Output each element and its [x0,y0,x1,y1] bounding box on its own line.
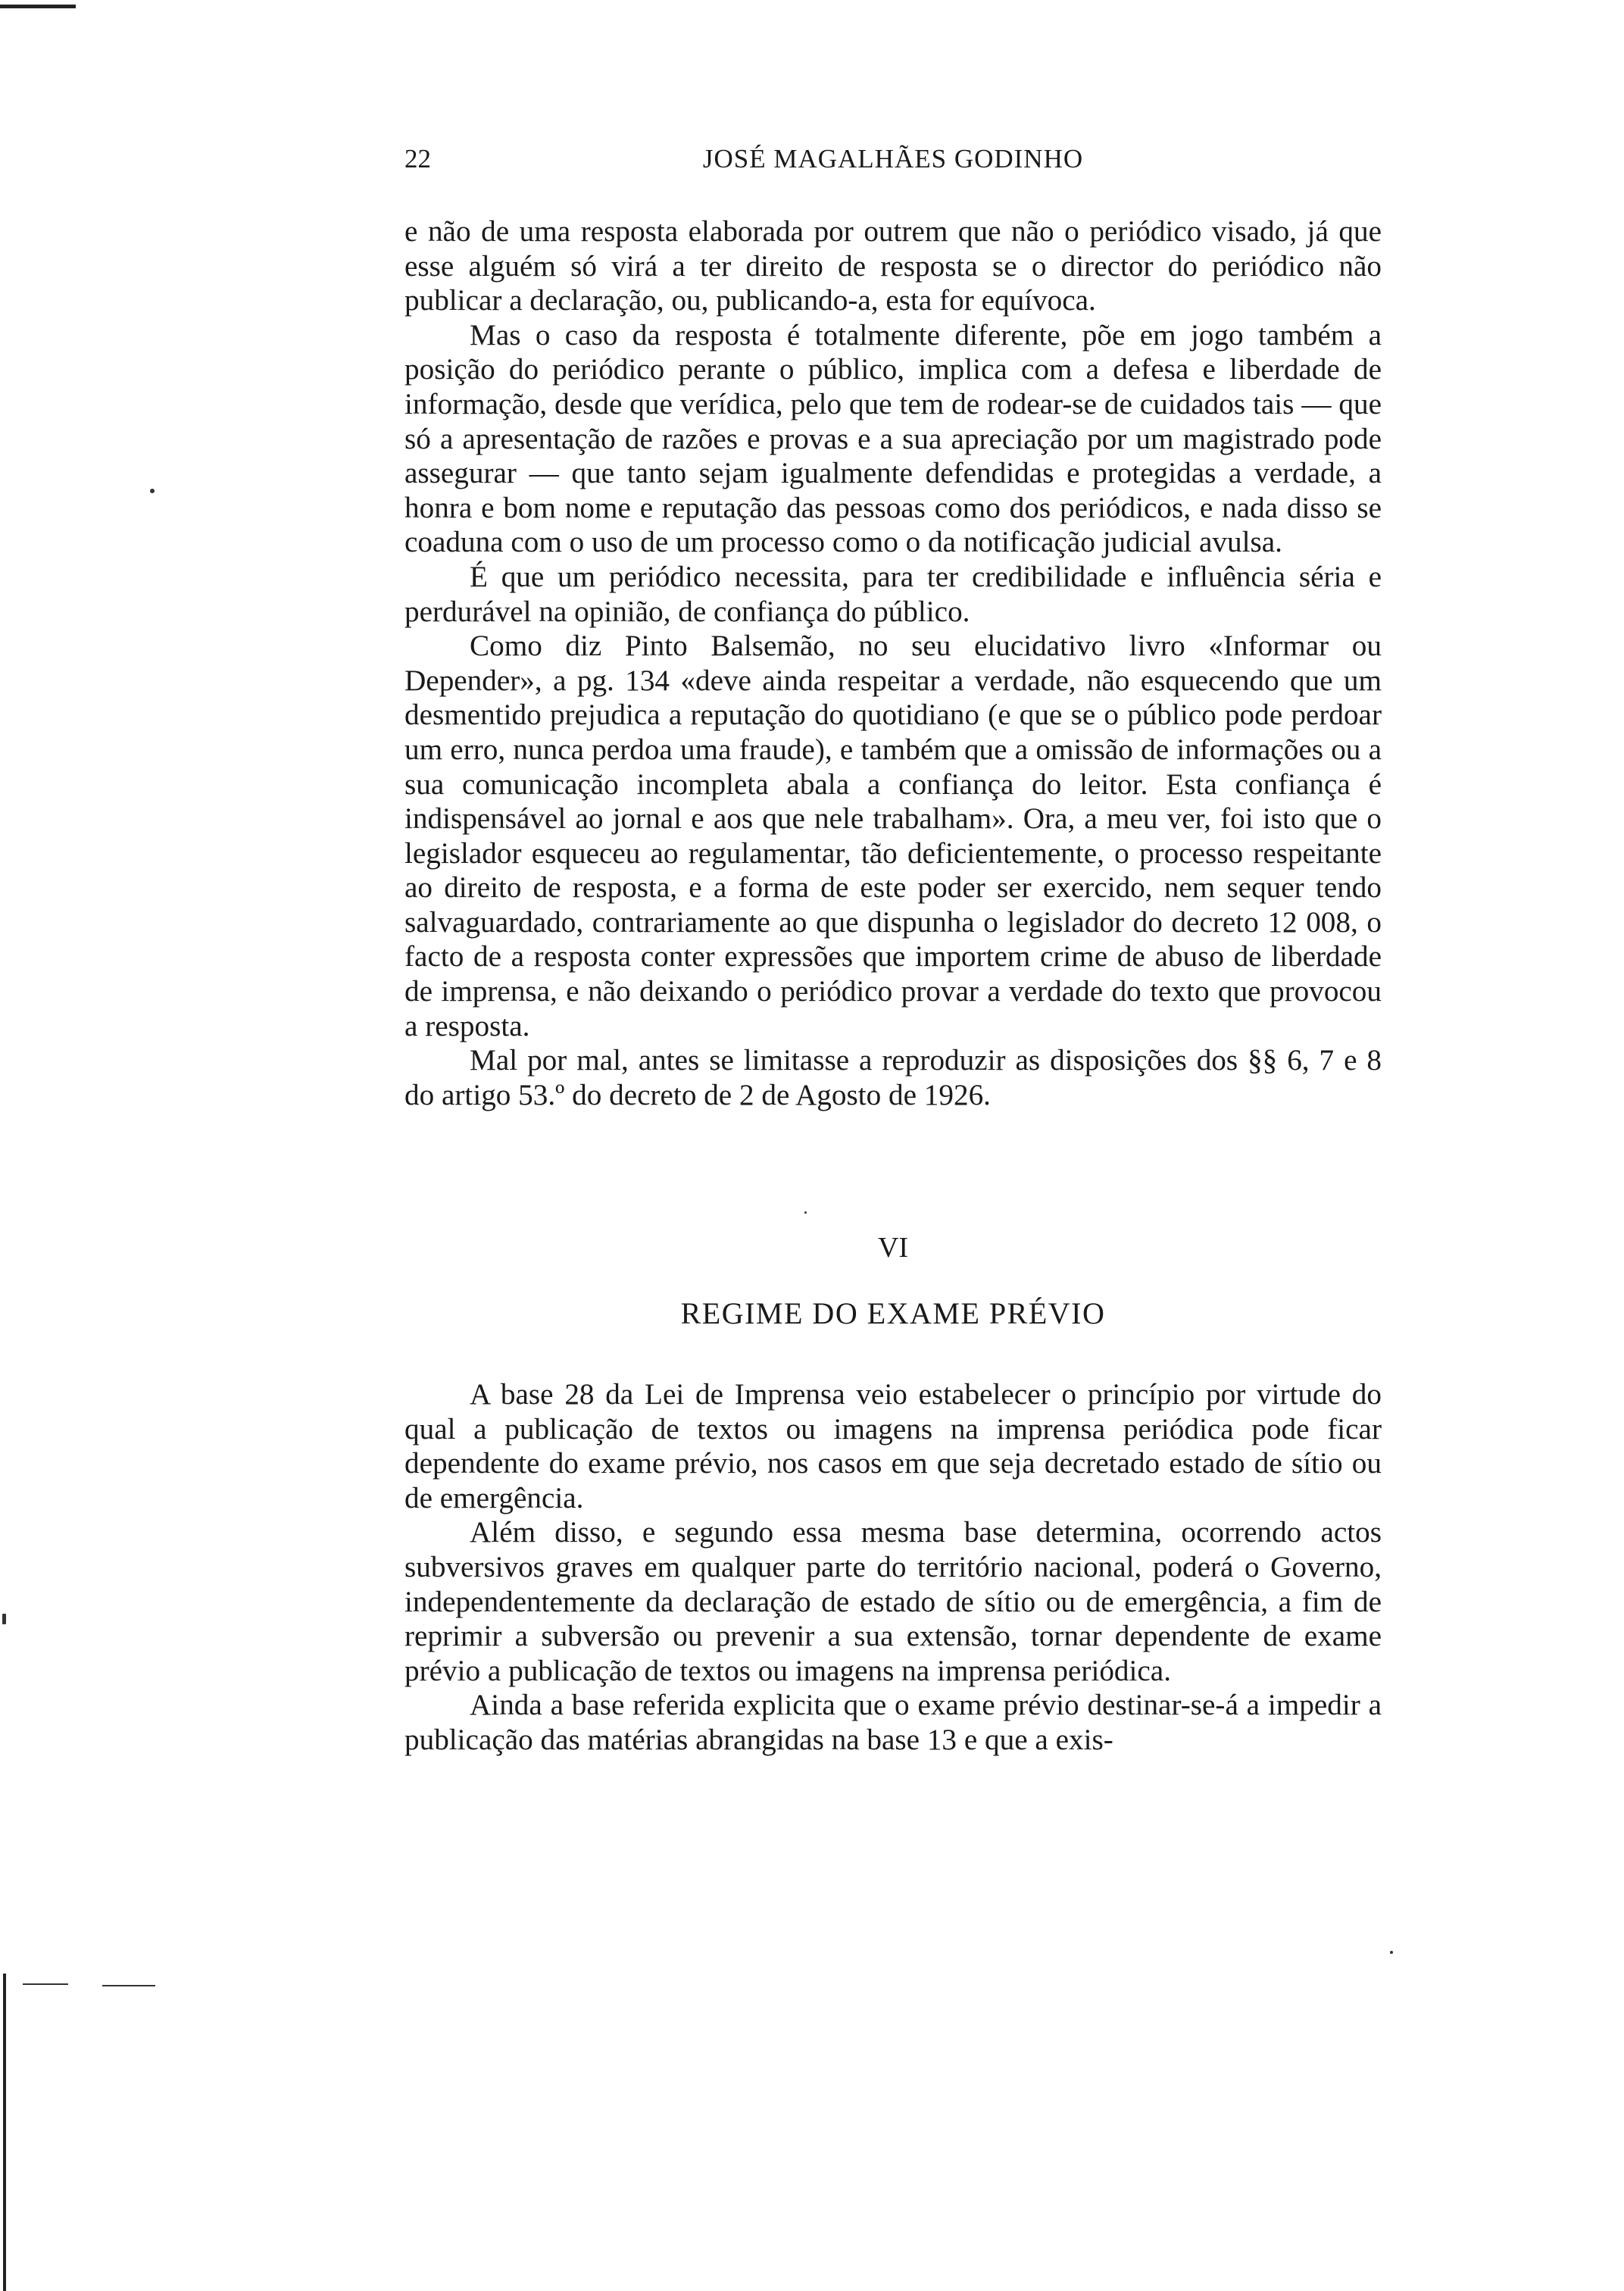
section-title: REGIME DO EXAME PRÉVIO [680,1296,1106,1330]
scan-speck [23,1983,68,1985]
paragraph: Mal por mal, antes se limitasse a reproduzir as disposições dos §§ 6, 7 e 8 do artigo 53.º do decreto de 2 de Agosto de 1926. [404,1044,1382,1111]
scan-speck [2,1614,6,1624]
paragraph: Além disso, e segundo essa mesma base determina, ocorrendo actos subversivos graves em qualquer parte do território nacional, poderá o Governo, independentemente da declaração de estado de sítio ou de emergência, a fim de reprimir a subversão ou prevenir a sua extensão, tornar dependente de exame prévio a publicação de textos ou imagens na imprensa periódica. [404,1516,1382,1687]
paragraph: Mas o caso da resposta é totalmente diferente, põe em jogo também a posição do periódico perante o público, implica com a defesa e liberdade de informação, desde que verídica, pelo que tem de rodear-se de cuidados tais — que só a apresentação de razões e provas e a sua apreciação por um magistrado pode assegurar — que tanto sejam igualmente defendidas e protegidas a verdade, a honra e bom nome e reputação das pessoas como dos periódicos, e nada disso se coaduna com o uso de um processo como o da notificação judicial avulsa. [404,318,1382,559]
scan-speck [1390,1951,1393,1954]
paragraph: A base 28 da Lei de Imprensa veio estabelecer o princípio por virtude do qual a publicação de textos ou imagens na imprensa periódica pode ficar dependente do exame prévio, nos casos em que seja decretado estado de sítio ou de emergência. [404,1378,1382,1514]
scan-speck [150,489,155,493]
paragraph: Ainda a base referida explicita que o exame prévio destinar-se-á a impedir a publicação das matérias abrangidas na base 13 e que a exis- [404,1689,1382,1756]
page-number: 22 [404,144,431,173]
scan-corner-mark [0,5,76,8]
paragraph: e não de uma resposta elaborada por outrem que não o periódico visado, já que esse alguém só virá a ter direito de resposta se o director do periódico não publicar a declaração, ou, publicando-a, esta for equívoca. [404,215,1382,317]
page-header [404,144,1382,189]
section-number: VI [877,1232,909,1264]
scan-edge-bar [3,1974,6,2291]
paragraph: É que um periódico necessita, para ter credibilidade e influência séria e perdurável na opinião, de confiança do público. [404,560,1382,628]
scan-speck [102,1985,155,1986]
body-text-after-section [404,1377,1382,1758]
body-text-before-section [404,214,1382,1112]
paragraph: Como diz Pinto Balsemão, no seu elucidativo livro «Informar ou Depender», a pg. 134 «deve ainda respeitar a verdade, não esquecendo que um desmentido prejudica a reputação do quotidiano (e que se o público pode perdoar um erro, nunca perdoa uma fraude), e também que a omissão de informações ou a sua comunicação incompleta abala a confiança do leitor. Esta confiança é indispensável ao jornal e aos que nele trabalham». Ora, a meu ver, foi isto que o legislador esqueceu ao regulamentar, tão deficientemente, o processo respeitante ao direito de resposta, e a forma de este poder ser exercido, nem sequer tendo salvaguardado, contrariamente ao que dispunha o legislador do decreto 12 008, o facto de a resposta conter expressões que importem crime de abuso de liberdade de imprensa, e não deixando o periódico provar a verdade do texto que provocou a resposta. [404,630,1382,1042]
running-head: JOSÉ MAGALHÃES GODINHO [702,144,1084,173]
scan-speck [804,1211,807,1214]
